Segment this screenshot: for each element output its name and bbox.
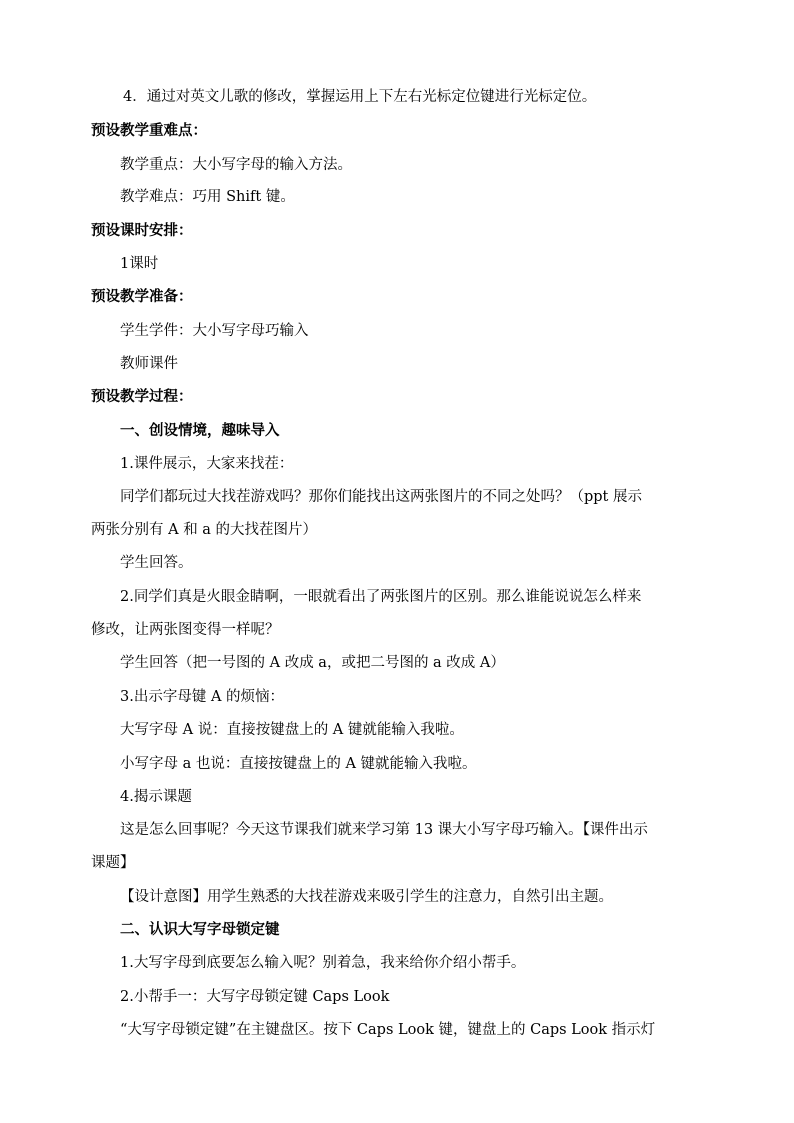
- section-2-paragraph-3: “大写字母锁定键”在主键盘区。按下 Caps Look 键，键盘上的 Caps Look 指示灯: [120, 1022, 656, 1038]
- section-2-paragraph-1: 1.大写字母到底要怎么输入呢？别着急，我来给你介绍小帮手。: [120, 955, 526, 971]
- section-1-design-intent: 【设计意图】用学生熟悉的大找茬游戏来吸引学生的注意力，自然引出主题。: [120, 889, 613, 905]
- schedule-text: 1课时: [120, 256, 159, 272]
- section-1-paragraph-3: 学生回答。: [120, 555, 193, 571]
- section-1-paragraph-2b: 两张分别有 A 和 a 的大找茬图片）: [91, 522, 318, 538]
- section-2-paragraph-2: 2.小帮手一：大写字母锁定键 Caps Look: [120, 989, 390, 1005]
- section-1-paragraph-1: 1.课件展示，大家来找茬：: [120, 456, 294, 472]
- prep-student: 学生学件：大小写字母巧输入: [120, 323, 309, 339]
- section-1-paragraph-6: 3.出示字母键 A 的烦恼：: [120, 689, 285, 705]
- section-1-paragraph-4b: 修改，让两张图变得一样呢？: [91, 622, 280, 638]
- section-1-paragraph-5: 学生回答（把一号图的 A 改成 a，或把二号图的 a 改成 A）: [120, 655, 505, 671]
- heading-process: 预设教学过程：: [91, 388, 193, 405]
- prep-teacher: 教师课件: [120, 356, 178, 372]
- section-1-paragraph-2a: 同学们都玩过大找茬游戏吗？那你们能找出这两张图片的不同之处吗？（ppt 展示: [120, 489, 642, 505]
- heading-schedule: 预设课时安排：: [91, 222, 193, 239]
- heading-preparation: 预设教学准备：: [91, 288, 193, 305]
- section-1-paragraph-10b: 课题】: [91, 855, 135, 871]
- teaching-key-point: 教学重点：大小写字母的输入方法。: [120, 157, 352, 173]
- heading-key-difficult-points: 预设教学重难点：: [91, 122, 207, 139]
- section-1-paragraph-4a: 2.同学们真是火眼金睛啊，一眼就看出了两张图片的区别。那么谁能说说怎么样来: [120, 589, 642, 605]
- section-1-paragraph-7: 大写字母 A 说：直接按键盘上的 A 键就能输入我啦。: [120, 722, 464, 738]
- section-1-paragraph-10a: 这是怎么回事呢？今天这节课我们就来学习第 13 课大小写字母巧输入。【课件出示: [120, 822, 648, 838]
- section-2-title: 二、认识大写字母锁定键: [120, 921, 280, 938]
- section-1-paragraph-9: 4.揭示课题: [120, 789, 192, 805]
- teaching-difficulty: 教学难点：巧用 Shift 键。: [120, 189, 295, 205]
- objective-4: 4．通过对英文儿歌的修改，掌握运用上下左右光标定位键进行光标定位。: [123, 89, 597, 105]
- section-1-title: 一、创设情境，趣味导入: [120, 422, 280, 439]
- section-1-paragraph-8: 小写字母 a 也说：直接按键盘上的 A 键就能输入我啦。: [120, 756, 477, 772]
